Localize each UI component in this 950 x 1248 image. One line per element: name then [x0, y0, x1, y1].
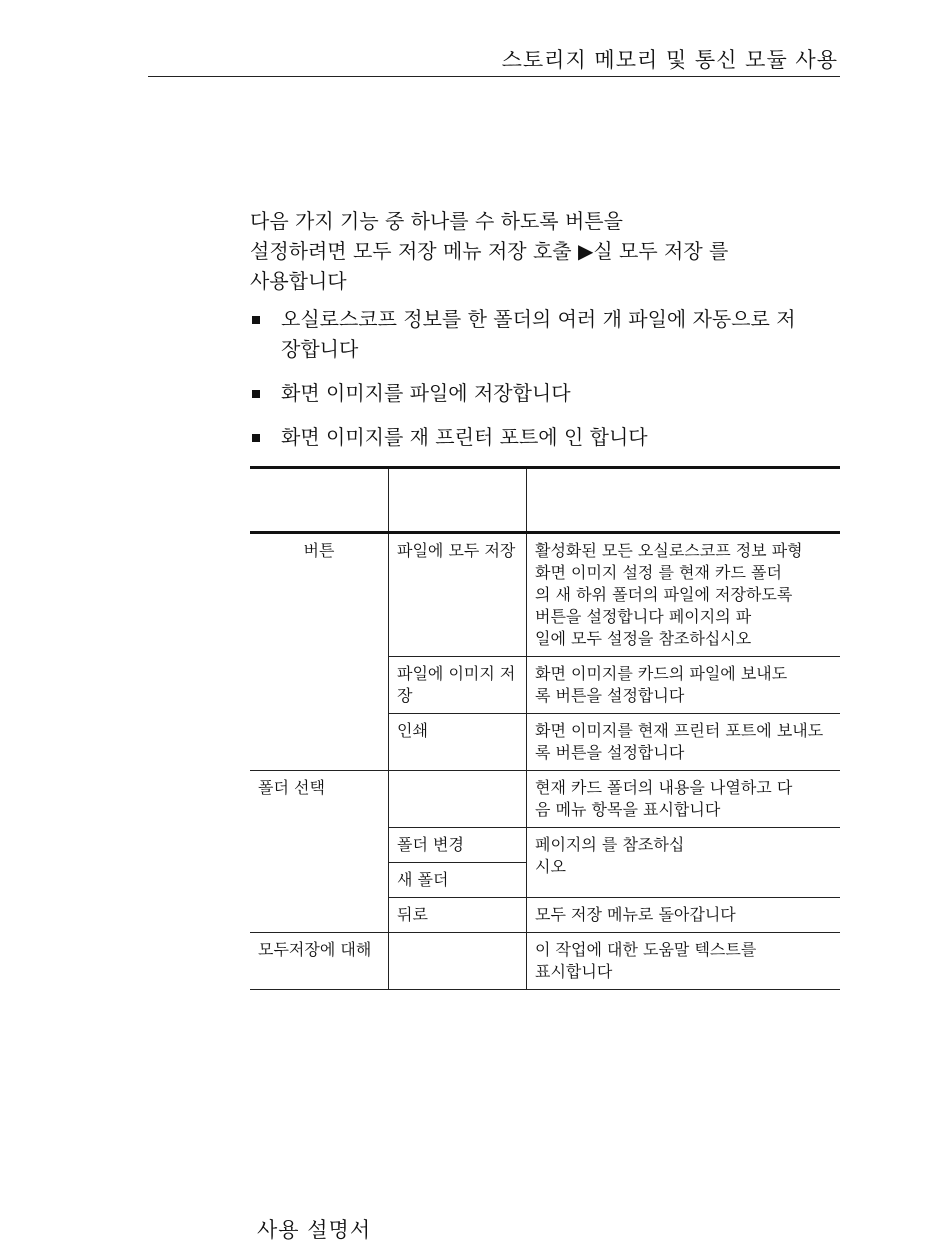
table-row	[250, 533, 840, 657]
intro-paragraph	[250, 206, 842, 296]
description-line: 록 버튼을 설정합니다	[535, 743, 685, 762]
description-line: 이 작업에 대한 도움말 텍스트를	[535, 940, 757, 959]
feature-text: 화면 이미지를 재 프린터 포트에 인 합니다	[281, 425, 648, 449]
description-line: 화면 이미지 설정 를 현재 카드 폴더	[535, 563, 782, 582]
square-bullet-icon	[252, 390, 260, 398]
description-line: 모두 저장 메뉴로 돌아갑니다	[535, 905, 736, 924]
description-cell	[527, 771, 841, 828]
intro-line: 설정하려면 모두 저장 메뉴 저장 호출 ▶실 모두 저장 를	[250, 239, 729, 263]
menu-group-cell	[250, 828, 389, 863]
feature-list-item	[250, 304, 842, 364]
intro-line: 다음 가지 기능 중 하나를 수 하도록 버튼을	[250, 209, 623, 233]
description-line: 록 버튼을 설정합니다	[535, 686, 685, 705]
table-row	[250, 657, 840, 714]
table-header-cell	[527, 468, 841, 533]
menu-group-cell	[250, 863, 389, 898]
feature-list-item	[250, 422, 842, 452]
intro-line: 사용합니다	[250, 269, 347, 293]
description-cell	[527, 714, 841, 771]
menu-item-cell: 폴더 변경	[389, 828, 527, 863]
square-bullet-icon	[252, 316, 260, 324]
feature-text: 오실로스코프 정보를 한 폴더의 여러 개 파일에 자동으로 저	[281, 307, 796, 331]
table-header-row	[250, 468, 840, 533]
table-header-cell	[389, 468, 527, 533]
menu-group-cell	[250, 898, 389, 933]
menu-item-cell	[389, 771, 527, 828]
menu-item-cell: 인쇄	[389, 714, 527, 771]
description-line: 의 새 하위 폴더의 파일에 저장하도록	[535, 585, 793, 604]
description-line: 현재 카드 폴더의 내용을 나열하고 다	[535, 778, 793, 797]
page-header-title: 스토리지 메모리 및 통신 모듈 사용	[501, 48, 838, 72]
table-row	[250, 828, 840, 863]
menu-group-cell: 버튼	[250, 533, 389, 657]
table-row	[250, 714, 840, 771]
feature-list-item	[250, 378, 842, 408]
menu-item-cell: 파일에 이미지 저장	[389, 657, 527, 714]
feature-list	[250, 304, 842, 466]
description-cell	[527, 533, 841, 657]
description-line: 화면 이미지를 현재 프린터 포트에 보내도	[535, 721, 824, 740]
table-row	[250, 933, 840, 990]
table-row	[250, 771, 840, 828]
menu-group-cell	[250, 714, 389, 771]
menu-reference-table	[250, 466, 840, 990]
menu-group-cell: 폴더 선택	[250, 771, 389, 828]
description-line: 일에 모두 설정을 참조하십시오	[535, 629, 752, 648]
page-footer-title: 사용 설명서	[257, 1218, 372, 1242]
description-line: 표시합니다	[535, 962, 613, 981]
description-line: 활성화된 모든 오실로스코프 정보 파형	[535, 541, 803, 560]
description-line: 시오	[535, 857, 566, 876]
description-line: 페이지의 를 참조하십	[535, 835, 685, 854]
description-cell	[527, 933, 841, 990]
menu-item-cell: 파일에 모두 저장	[389, 533, 527, 657]
table-row	[250, 898, 840, 933]
menu-group-cell	[250, 657, 389, 714]
menu-item-cell	[389, 933, 527, 990]
feature-text: 장합니다	[281, 337, 359, 361]
header-rule	[148, 76, 840, 77]
description-cell	[527, 657, 841, 714]
menu-item-cell: 새 폴더	[389, 863, 527, 898]
description-cell	[527, 898, 841, 933]
square-bullet-icon	[252, 434, 260, 442]
menu-item-cell: 뒤로	[389, 898, 527, 933]
description-line: 음 메뉴 항목을 표시합니다	[535, 800, 721, 819]
table-header-cell	[250, 468, 389, 533]
description-line: 화면 이미지를 카드의 파일에 보내도	[535, 664, 788, 683]
description-line: 버튼을 설정합니다 페이지의 파	[535, 607, 752, 626]
menu-group-cell: 모두저장에 대해	[250, 933, 389, 990]
feature-text: 화면 이미지를 파일에 저장합니다	[281, 381, 571, 405]
description-cell	[527, 828, 841, 898]
